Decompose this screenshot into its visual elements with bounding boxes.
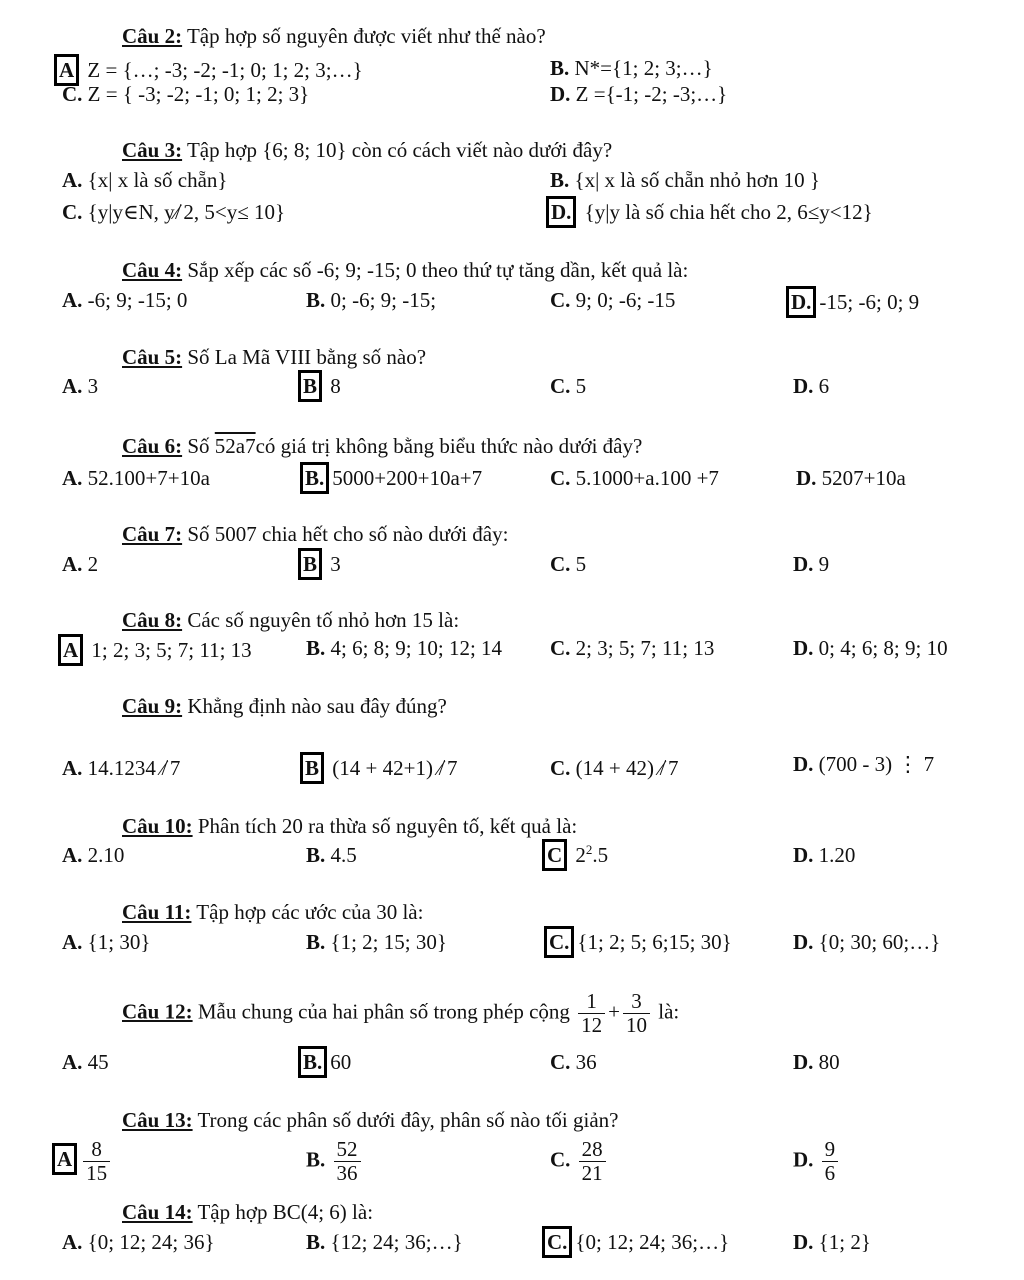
q2-option-d: D. Z ={-1; -2; -3;…}	[550, 82, 728, 106]
q3-option-b: B. {x| x là số chẵn nhỏ hơn 10 }	[550, 168, 820, 192]
q4-option-b: B. 0; -6; 9; -15;	[306, 288, 437, 312]
question-3-stem: Câu 3: Tập hợp {6; 8; 10} còn có cách viết nào dưới đây?	[122, 138, 613, 162]
q3-option-c: C. {y|y∈N, y⁄̸ 2, 5<y≤ 10}	[62, 200, 286, 224]
q14-option-c: C. {0; 12; 24; 36;…}	[542, 1226, 729, 1258]
q7-option-c: C. 5	[550, 552, 587, 576]
q6-option-d: D. 5207+10a	[796, 466, 906, 490]
question-8-stem: Câu 8: Các số nguyên tố nhỏ hơn 15 là:	[122, 608, 460, 632]
fraction-3-10: $\frac{3}{10}$	[623, 990, 650, 1037]
q5-option-b: B 8	[298, 370, 341, 402]
q10-option-b: B. 4.5	[306, 843, 357, 867]
q6-option-b: B. 5000+200+10a+7	[300, 462, 482, 494]
question-4-stem: Câu 4: Sắp xếp các số -6; 9; -15; 0 theo thứ tự tăng dần, kết quả là:	[122, 258, 689, 282]
q6-option-c: C. 5.1000+a.100 +7	[550, 466, 719, 490]
question-14-stem: Câu 14: Tập hợp BC(4; 6) là:	[122, 1200, 374, 1224]
q11-option-d: D. {0; 30; 60;…}	[793, 930, 941, 954]
q4-option-c: C. 9; 0; -6; -15	[550, 288, 676, 312]
question-9-stem: Câu 9: Khẳng định nào sau đây đúng?	[122, 694, 447, 718]
question-2-stem: Câu 2: Tập hợp số nguyên được viết như thế nào?	[122, 24, 546, 48]
fraction-1-12: $\frac{1}{12}$	[578, 990, 605, 1037]
q9-option-b: B (14 + 42+1) ⁄̸ 7	[300, 752, 457, 784]
q7-option-b: B 3	[298, 548, 341, 580]
q13-option-a: A $\frac{8}{15}$	[52, 1138, 113, 1185]
q13-option-c: C. $\frac{28}{21}$	[550, 1138, 609, 1185]
q14-option-a: A. {0; 12; 24; 36}	[62, 1230, 215, 1254]
q9-option-a: A. 14.1234 ⁄̸ 7	[62, 756, 181, 780]
question-10-stem: Câu 10: Phân tích 20 ra thừa số nguyên tố, kết quả là:	[122, 814, 578, 838]
q3-option-d: D. {y|y là số chia hết cho 2, 6≤y<12}	[546, 196, 873, 228]
q8-option-b: B. 4; 6; 8; 9; 10; 12; 14	[306, 636, 503, 660]
question-7-stem: Câu 7: Số 5007 chia hết cho số nào dưới đây:	[122, 522, 509, 546]
overline-number: 52a7	[214, 434, 256, 458]
q12-option-b: B. 60	[298, 1046, 351, 1078]
q7-option-d: D. 9	[793, 552, 830, 576]
question-5-stem: Câu 5: Số La Mã VIII bằng số nào?	[122, 345, 427, 369]
q5-option-a: A. 3	[62, 374, 99, 398]
q5-option-c: C. 5	[550, 374, 587, 398]
q13-option-b: B. $\frac{52}{36}$	[306, 1138, 364, 1185]
q8-option-a: A 1; 2; 3; 5; 7; 11; 13	[58, 634, 252, 666]
q3-option-a: A. {x| x là số chẵn}	[62, 168, 228, 192]
q8-option-d: D. 0; 4; 6; 8; 9; 10	[793, 636, 948, 660]
q10-option-d: D. 1.20	[793, 843, 856, 867]
q14-option-d: D. {1; 2}	[793, 1230, 871, 1254]
question-13-stem: Câu 13: Trong các phân số dưới đây, phân số nào tối giản?	[122, 1108, 619, 1132]
q2-option-c: C. Z = { -3; -2; -1; 0; 1; 2; 3}	[62, 82, 310, 106]
q12-option-c: C. 36	[550, 1050, 597, 1074]
q13-option-d: D. $\frac{9}{6}$	[793, 1138, 841, 1185]
q4-option-d: D. -15; -6; 0; 9	[786, 286, 919, 318]
q14-option-b: B. {12; 24; 36;…}	[306, 1230, 463, 1254]
q9-option-c: C. (14 + 42) ⁄̸ 7	[550, 756, 679, 780]
q6-option-a: A. 52.100+7+10a	[62, 466, 210, 490]
q2-option-b: B. N*={1; 2; 3;…}	[550, 56, 713, 80]
question-11-stem: Câu 11: Tập hợp các ước của 30 là:	[122, 900, 424, 924]
q10-option-c: C $2^2.5$	[542, 839, 608, 871]
q9-option-d: D. (700 - 3) ⋮ 7	[793, 752, 935, 776]
question-12-stem: Câu 12: Mẫu chung của hai phân số trong phép cộng $\frac{1}{12}$ + $\frac{3}{10}$ là:	[122, 989, 680, 1038]
q11-option-c: C. {1; 2; 5; 6;15; 30}	[544, 926, 732, 958]
q10-option-a: A. 2.10	[62, 843, 125, 867]
q11-option-a: A. {1; 30}	[62, 930, 151, 954]
question-6-stem: Câu 6: Số 52a7có giá trị không bằng biểu thức nào dưới đây?	[122, 434, 643, 458]
q2-option-a: A Z = {…; -3; -2; -1; 0; 1; 2; 3;…}	[54, 54, 363, 86]
q12-option-a: A. 45	[62, 1050, 109, 1074]
q12-option-d: D. 80	[793, 1050, 840, 1074]
q7-option-a: A. 2	[62, 552, 99, 576]
q8-option-c: C. 2; 3; 5; 7; 11; 13	[550, 636, 715, 660]
q5-option-d: D. 6	[793, 374, 830, 398]
q11-option-b: B. {1; 2; 15; 30}	[306, 930, 447, 954]
q4-option-a: A. -6; 9; -15; 0	[62, 288, 188, 312]
